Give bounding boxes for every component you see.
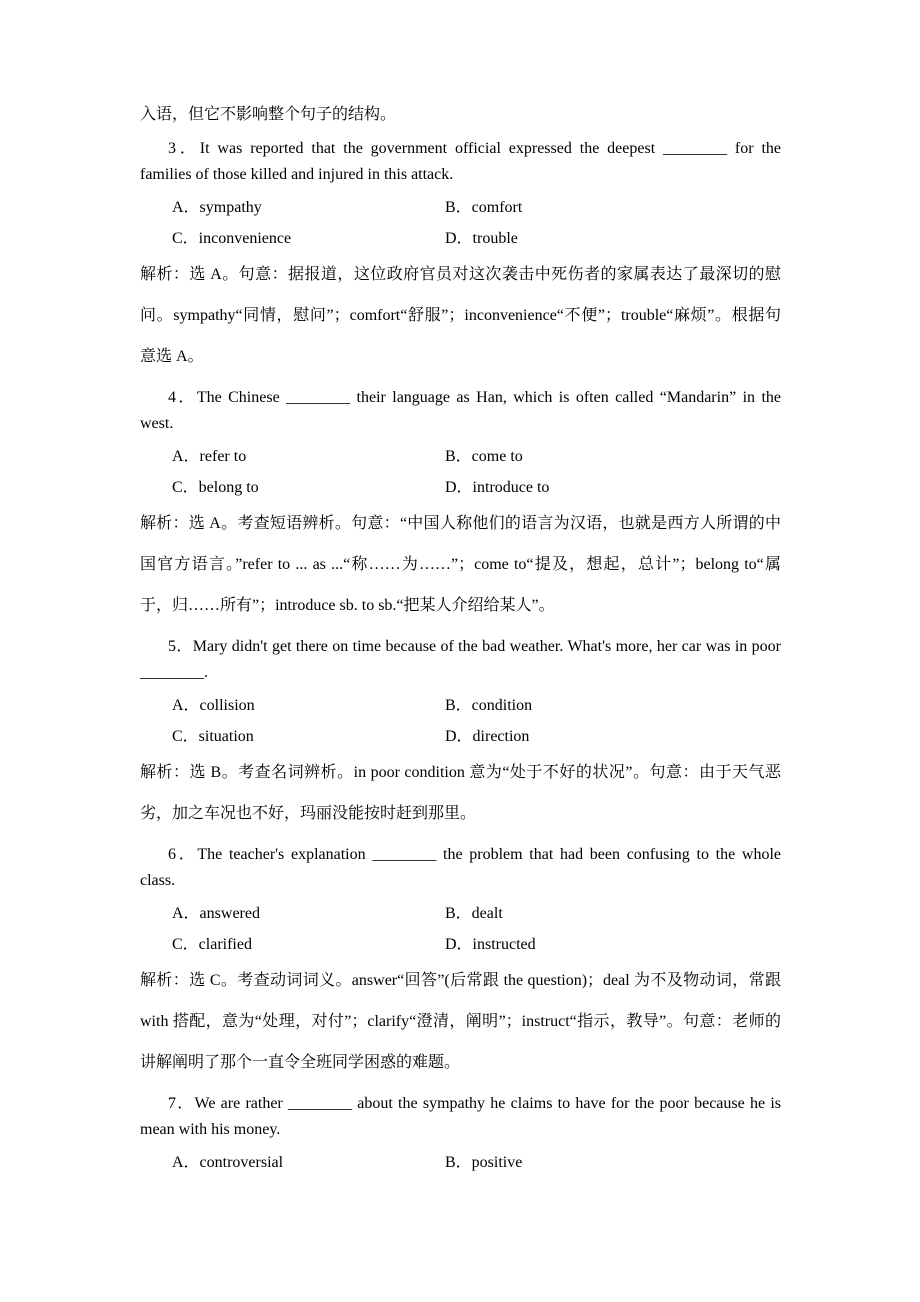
question-4 xyxy=(140,385,781,626)
option-b: B．positive xyxy=(445,1154,523,1171)
options-row xyxy=(140,690,781,721)
question-stem: 4．The Chinese ________ their language as Han, which is often called “Mandarin” in the west. xyxy=(140,389,781,432)
carryover-paragraph: 入语，但它不影响整个句子的结构。 xyxy=(140,106,397,123)
options-row xyxy=(140,1147,781,1178)
options-row xyxy=(140,472,781,503)
options-row xyxy=(140,441,781,472)
question-stem: 3．It was reported that the government official expressed the deepest ________ for the families of those killed and injured in this attack. xyxy=(140,140,781,183)
question-7 xyxy=(140,1091,781,1178)
options-row xyxy=(140,223,781,254)
option-b: B．condition xyxy=(445,697,533,714)
analysis-paragraph: 解析：选 B。考查名词辨析。in poor condition 意为“处于不好的状况”。句意：由于天气恶劣，加之车况也不好，玛丽没能按时赶到那里。 xyxy=(140,764,781,822)
option-d: D．introduce to xyxy=(445,479,550,496)
option-c: C．situation xyxy=(172,728,254,745)
question-stem: 7．We are rather ________ about the sympathy he claims to have for the poor because he is mean with his money. xyxy=(140,1095,781,1138)
options-row xyxy=(140,898,781,929)
question-stem: 5．Mary didn't get there on time because of the bad weather. What's more, her car was in poor ________. xyxy=(140,638,781,681)
option-d: D．instructed xyxy=(445,936,536,953)
option-a: A．refer to xyxy=(172,448,247,465)
options-row xyxy=(140,929,781,960)
analysis-paragraph: 解析：选 C。考查动词词义。answer“回答”(后常跟 the question)；deal 为不及物动词，常跟 with 搭配，意为“处理，对付”；clarify“澄清，阐明”；instruct“指示，教导”。句意：老师的讲解阐明了那个一直令全班同学困惑的难题。 xyxy=(140,972,781,1071)
question-5 xyxy=(140,634,781,834)
option-b: B．come to xyxy=(445,448,523,465)
option-b: B．comfort xyxy=(445,199,523,216)
question-stem: 6．The teacher's explanation ________ the problem that had been confusing to the whole class. xyxy=(140,846,781,889)
options-row xyxy=(140,192,781,223)
option-d: D．trouble xyxy=(445,230,518,247)
option-c: C．inconvenience xyxy=(172,230,292,247)
option-c: C．belong to xyxy=(172,479,259,496)
option-a: A．answered xyxy=(172,905,260,922)
question-6 xyxy=(140,842,781,1083)
options-row xyxy=(140,721,781,752)
option-b: B．dealt xyxy=(445,905,503,922)
option-a: A．controversial xyxy=(172,1154,284,1171)
option-a: A．collision xyxy=(172,697,255,714)
analysis-paragraph: 解析：选 A。考查短语辨析。句意：“中国人称他们的语言为汉语，也就是西方人所谓的中国官方语言。”refer to ... as ...“称……为……”；come to“提及，想起，总计”；belong to“属于，归……所有”；introduce sb. to sb.“把某人介绍给某人”。 xyxy=(140,515,781,614)
question-3 xyxy=(140,136,781,377)
analysis-paragraph: 解析：选 A。句意：据报道，这位政府官员对这次袭击中死伤者的家属表达了最深切的慰问。sympathy“同情，慰问”；comfort“舒服”；inconvenience“不便”；trouble“麻烦”。根据句意选 A。 xyxy=(140,266,781,365)
option-c: C．clarified xyxy=(172,936,252,953)
option-a: A．sympathy xyxy=(172,199,262,216)
option-d: D．direction xyxy=(445,728,530,745)
